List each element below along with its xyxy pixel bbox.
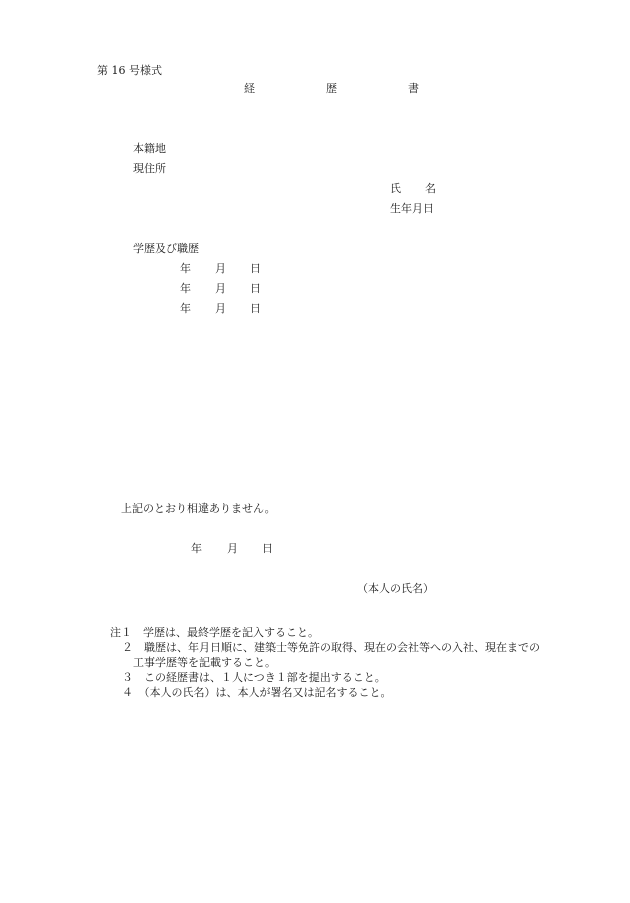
- title-char-2: 歴: [326, 82, 337, 95]
- history-row: [0, 282, 630, 296]
- form-number: 第 16 号様式: [97, 64, 162, 77]
- history-year-label: 年: [180, 302, 191, 315]
- note-2: ２ 職歴は、年月日順に、建築士等免許の取得、現在の会社等への入社、現在までの: [122, 641, 540, 654]
- signature-label: （本人の氏名）: [357, 582, 434, 595]
- note-1: 注１ 学歴は、最終学歴を記入すること。: [110, 626, 319, 639]
- history-year-label: 年: [180, 282, 191, 295]
- note-4: ４ （本人の氏名）は、本人が署名又は記名すること。: [122, 686, 392, 699]
- document-title: [0, 82, 630, 96]
- signature-date: [0, 542, 630, 556]
- history-day-label: 日: [250, 262, 261, 275]
- history-month-label: 月: [215, 282, 226, 295]
- birthdate-label: 生年月日: [390, 202, 434, 215]
- sign-month-label: 月: [227, 542, 238, 555]
- history-row: [0, 262, 630, 276]
- history-day-label: 日: [250, 302, 261, 315]
- history-row: [0, 302, 630, 316]
- sign-day-label: 日: [262, 542, 273, 555]
- note-2-continuation: 工事学歴等を記載すること。: [133, 656, 276, 669]
- name-label-char-1: 氏: [390, 182, 401, 195]
- name-label: [0, 182, 630, 196]
- history-year-label: 年: [180, 262, 191, 275]
- history-month-label: 月: [215, 262, 226, 275]
- note-3: ３ この経歴書は、１人につき１部を提出すること。: [122, 671, 386, 684]
- address-label: 現住所: [133, 162, 166, 175]
- title-char-1: 経: [244, 82, 255, 95]
- domicile-label: 本籍地: [133, 142, 166, 155]
- title-char-3: 書: [408, 82, 419, 95]
- sign-year-label: 年: [191, 542, 202, 555]
- name-label-char-2: 名: [425, 182, 436, 195]
- history-label: 学歴及び職歴: [133, 242, 199, 255]
- history-day-label: 日: [250, 282, 261, 295]
- history-month-label: 月: [215, 302, 226, 315]
- declaration-text: 上記のとおり相違ありません。: [121, 502, 276, 515]
